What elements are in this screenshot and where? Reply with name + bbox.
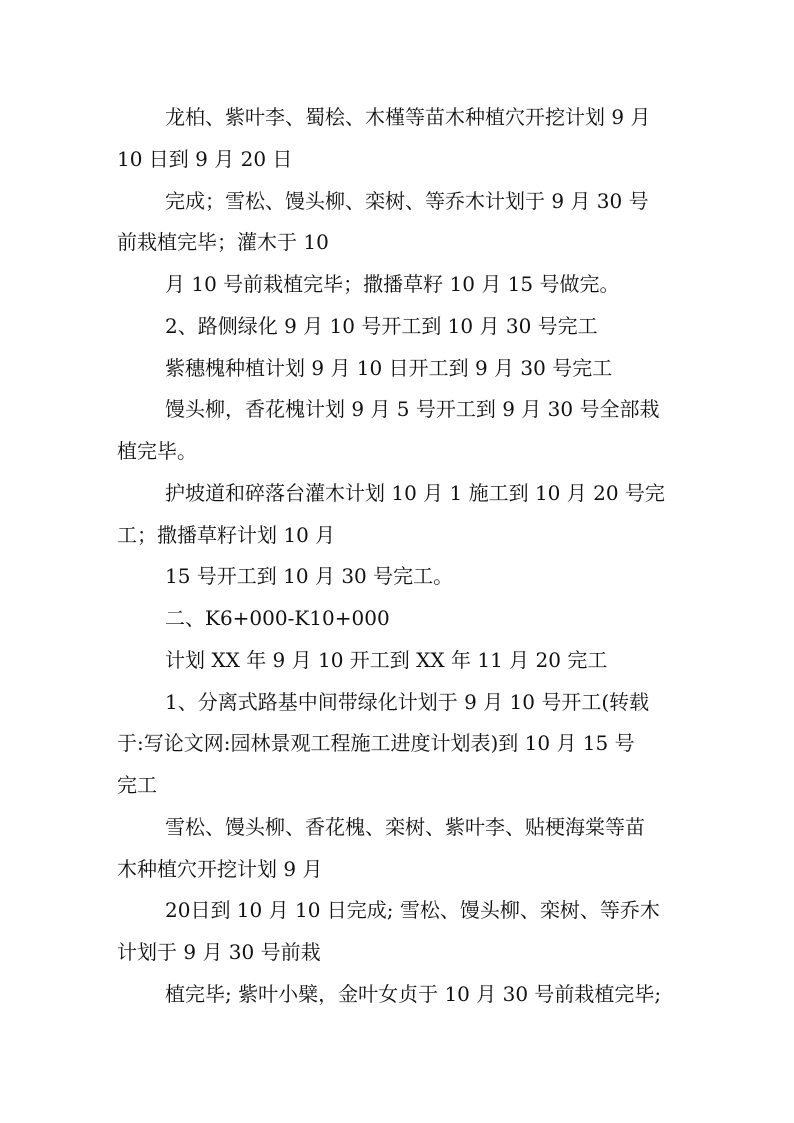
text-line: 15 号开工到 10 月 30 号完工。 bbox=[165, 564, 454, 589]
text-line: 2、路侧绿化 9 月 10 号开工到 10 月 30 号完工 bbox=[165, 313, 598, 338]
section-heading: 二、K6+000-K10+000 bbox=[165, 606, 390, 630]
text-line: 20日到 10 月 10 日完成; 雪松、馒头柳、栾树、等乔木 bbox=[165, 898, 660, 923]
text-line: 前栽植完毕；灌木于 10 bbox=[117, 230, 329, 255]
text-line: 雪松、馒头柳、香花槐、栾树、紫叶李、贴梗海棠等苗 bbox=[165, 814, 645, 839]
text-line: 于:写论文网:园林景观工程施工进度计划表)到 10 月 15 号 bbox=[117, 731, 635, 756]
text-line: 护坡道和碎落台灌木计划 10 月 1 施工到 10 月 20 号完 bbox=[165, 480, 665, 505]
text-line: 计划 XX 年 9 月 10 开工到 XX 年 11 月 20 完工 bbox=[165, 647, 608, 672]
document-body bbox=[117, 97, 682, 1016]
text-line: 1、分离式路基中间带绿化计划于 9 月 10 号开工(转载 bbox=[165, 689, 650, 714]
text-line: 工；撒播草籽计划 10 月 bbox=[117, 522, 336, 547]
text-line: 植完毕; 紫叶小檗，金叶女贞于 10 月 30 号前栽植完毕; bbox=[165, 981, 662, 1006]
text-line: 月 10 号前栽植完毕；撒播草籽 10 月 15 号做完。 bbox=[165, 272, 620, 296]
text-line: 紫穗槐种植计划 9 月 10 日开工到 9 月 30 号完工 bbox=[165, 355, 613, 380]
text-line: 完工 bbox=[117, 773, 157, 797]
text-line: 计划于 9 月 30 号前栽 bbox=[117, 940, 321, 964]
text-line: 馒头柳，香花槐计划 9 月 5 号开工到 9 月 30 号全部栽 bbox=[165, 397, 660, 422]
text-line: 完成；雪松、馒头柳、栾树、等乔木计划于 9 月 30 号 bbox=[165, 188, 649, 213]
text-line: 木种植穴开挖计划 9 月 bbox=[117, 856, 323, 881]
text-line: 龙柏、紫叶李、蜀桧、木槿等苗木种植穴开挖计划 9 月 bbox=[165, 105, 651, 129]
text-line: 植完毕。 bbox=[117, 439, 197, 463]
text-line: 10 日到 9 月 20 日 bbox=[117, 146, 293, 171]
